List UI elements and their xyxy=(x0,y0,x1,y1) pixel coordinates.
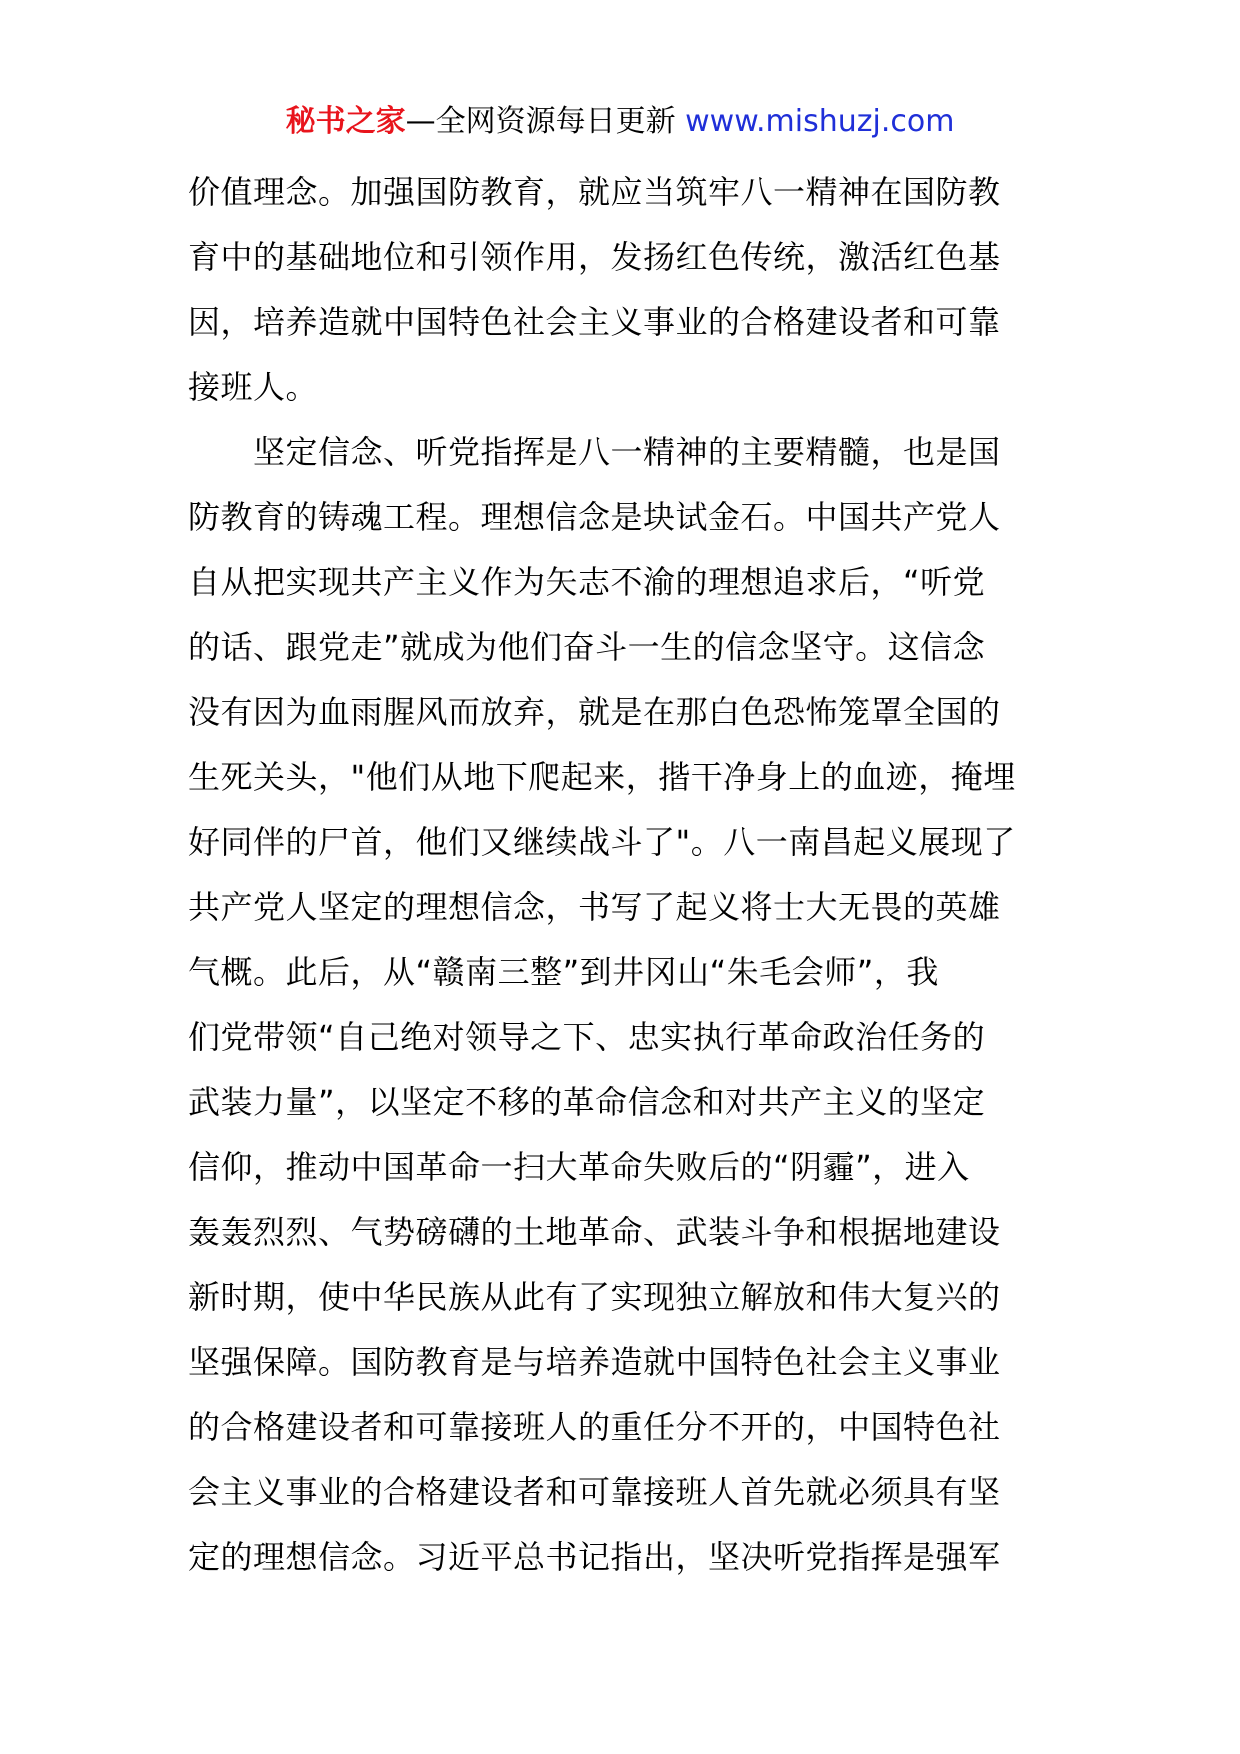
site-url-link[interactable]: www.mishuzj.com xyxy=(685,104,955,139)
text-line: 共产党人坚定的理想信念，书写了起义将士大无畏的英雄 xyxy=(188,888,1001,926)
text-line: 气概。此后，从“赣南三整”到井冈山“朱毛会师”，我 xyxy=(188,953,939,991)
text-line: 武装力量”，以坚定不移的革命信念和对共产主义的坚定 xyxy=(188,1083,986,1121)
text-line: 自从把实现共产主义作为矢志不渝的理想追求后，“听党 xyxy=(188,563,986,601)
text-line: 没有因为血雨腥风而放弃，就是在那白色恐怖笼罩全国的 xyxy=(188,693,1001,731)
text-line: 们党带领“自己绝对领导之下、忠实执行革命政治任务的 xyxy=(188,1018,986,1056)
text-line: 好同伴的尸首，他们又继续战斗了"。八一南昌起义展现了 xyxy=(188,823,1016,861)
text-line: 价值理念。加强国防教育，就应当筑牢八一精神在国防教 xyxy=(188,173,1001,211)
text-line: 的话、跟党走”就成为他们奋斗一生的信念坚守。这信念 xyxy=(188,628,986,666)
text-line: 育中的基础地位和引领作用，发扬红色传统，激活红色基 xyxy=(188,238,1001,276)
text-line: 信仰，推动中国革命一扫大革命失败后的“阴霾”，进入 xyxy=(188,1148,970,1186)
text-line: 坚定信念、听党指挥是八一精神的主要精髓，也是国 xyxy=(188,433,1001,471)
header-tagline: —全网资源每日更新 xyxy=(405,104,676,139)
text-line: 轰轰烈烈、气势磅礴的土地革命、武装斗争和根据地建设 xyxy=(188,1213,1001,1251)
text-line: 的合格建设者和可靠接班人的重任分不开的，中国特色社 xyxy=(188,1408,1001,1446)
text-line: 定的理想信念。习近平总书记指出，坚决听党指挥是强军 xyxy=(188,1538,1001,1576)
text-line: 新时期，使中华民族从此有了实现独立解放和伟大复兴的 xyxy=(188,1278,1001,1316)
text-line: 防教育的铸魂工程。理想信念是块试金石。中国共产党人 xyxy=(188,498,1001,536)
text-line: 生死关头，"他们从地下爬起来，揩干净身上的血迹，掩埋 xyxy=(188,758,1016,796)
text-line: 因，培养造就中国特色社会主义事业的合格建设者和可靠 xyxy=(188,303,1001,341)
brand-name: 秘书之家 xyxy=(285,104,406,139)
text-line: 会主义事业的合格建设者和可靠接班人首先就必须具有坚 xyxy=(188,1473,1001,1511)
text-line: 坚强保障。国防教育是与培养造就中国特色社会主义事业 xyxy=(188,1343,1001,1381)
page-header xyxy=(0,100,1240,144)
text-line: 接班人。 xyxy=(188,368,319,406)
document-body xyxy=(188,160,1068,1590)
